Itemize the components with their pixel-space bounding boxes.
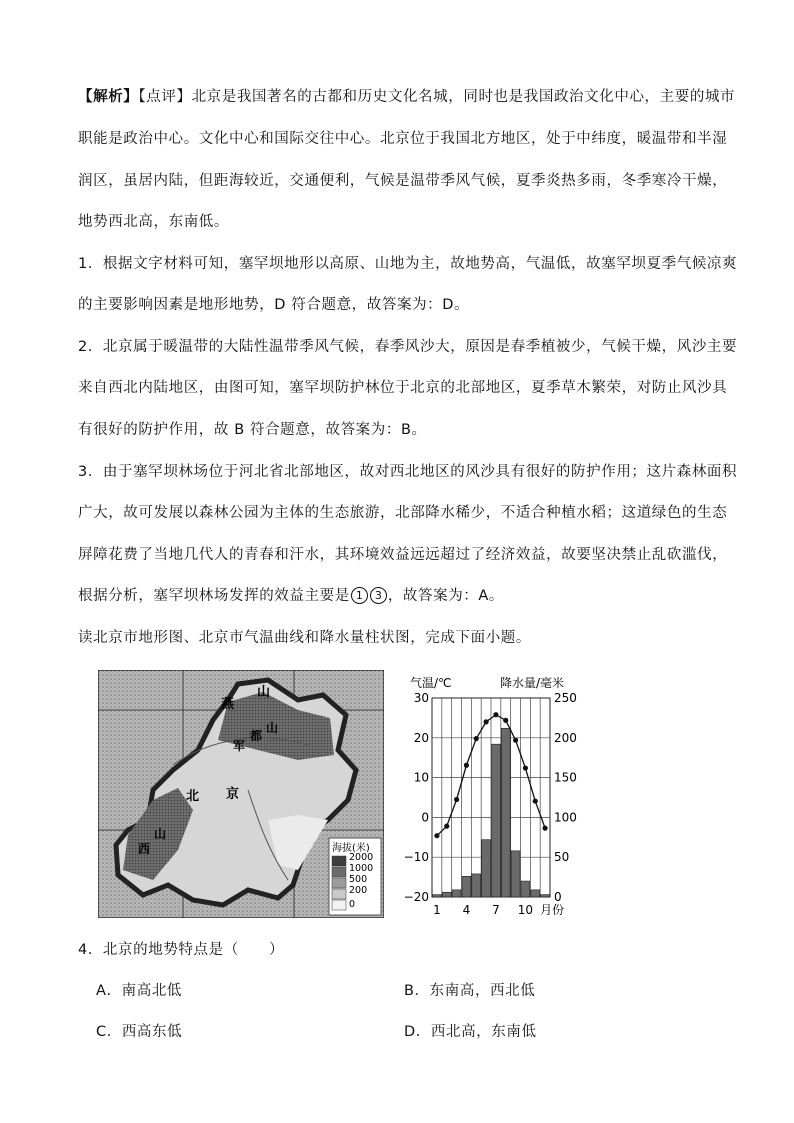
review-tag: 【点评】 [138, 89, 192, 105]
precipitation-tick: 150 [554, 770, 577, 785]
month-tick-labels [433, 903, 533, 917]
precipitation-tick-labels [554, 691, 577, 904]
option-d[interactable]: D．西北高，东南低 [404, 1024, 537, 1040]
precipitation-axis-label: 降水量/毫米 [500, 676, 565, 690]
precip-bar-10 [521, 881, 530, 897]
precipitation-tick: 0 [554, 890, 562, 904]
temperature-point-1 [434, 833, 439, 838]
map-label-bei: 北 [186, 789, 200, 804]
temperature-tick-labels [404, 691, 429, 904]
temperature-tick: −10 [403, 850, 429, 865]
temperature-tick: 10 [413, 770, 429, 785]
temperature-tick: 30 [413, 691, 429, 705]
q1-line-2: 的主要影响因素是地形地势，D 符合题意，故答案为：D。 [78, 297, 470, 313]
month-tick: 4 [462, 903, 471, 917]
q3-line-3: 屏障花费了当地几代人的青春和汗水，其环境效益远远超过了经济效益，故要坚决禁止乱砍滥伐， [78, 547, 728, 563]
climate-chart [400, 672, 596, 920]
circled-number-1: 1 [351, 587, 368, 604]
intro-line: 读北京市地形图、北京市气温曲线和降水量柱状图，完成下面小题。 [78, 630, 531, 646]
map-legend [329, 838, 381, 915]
temperature-point-5 [474, 736, 479, 741]
precip-bar-1 [433, 895, 442, 897]
analysis-line-2: 职能是政治中心。文化中心和国际交往中心。北京位于我国北方地区，处于中纬度，暖温带和半湿 [78, 131, 728, 147]
temperature-point-12 [542, 826, 547, 831]
month-tick: 7 [492, 903, 500, 917]
precip-bar-4 [462, 876, 471, 897]
precipitation-tick: 250 [554, 691, 577, 705]
temperature-point-2 [444, 824, 449, 829]
temperature-point-10 [523, 765, 528, 770]
precip-bar-9 [511, 851, 520, 897]
map-label-shan-3: 山 [154, 827, 167, 841]
precipitation-tick: 100 [554, 810, 577, 825]
chart-grid [432, 698, 550, 897]
q2-line-2: 来自西北内陆地区，由图可知，塞罕坝防护林位于北京的北部地区，夏季草木繁荣，对防止风沙具 [78, 380, 728, 396]
q2-line-3: 有很好的防护作用，故 B 符合题意，故答案为：B。 [78, 422, 427, 438]
circled-number-3: 3 [370, 587, 387, 604]
map-label-yan: 燕 [221, 697, 235, 712]
q3-line-2: 广大，故可发展以森林公园为主体的生态旅游，北部降水稀少，不适合种植水稻；这道绿色的生态 [78, 505, 728, 521]
precipitation-tick: 50 [554, 850, 570, 865]
map-label-shan-1: 山 [257, 685, 271, 700]
temperature-point-11 [533, 798, 538, 803]
precip-bar-7 [492, 744, 501, 897]
option-b[interactable]: B．东南高，西北低 [404, 983, 536, 999]
legend-value-1000: 1000 [349, 863, 374, 874]
precip-bar-6 [482, 840, 491, 897]
precipitation-tick: 200 [554, 730, 577, 745]
precip-bar-3 [452, 890, 461, 897]
month-tick: 10 [517, 903, 534, 917]
beijing-terrain-map [98, 670, 384, 918]
q2-line-1: 2．北京属于暖温带的大陆性温带季风气候，春季风沙大，原因是春季植被少，气候干燥，风沙主要 [78, 339, 738, 355]
temperature-point-3 [454, 797, 459, 802]
analysis-line-3: 润区，虽居内陆，但距海较近，交通便利，气候是温带季风气候，夏季炎热多雨，冬季寒冷干燥， [78, 173, 728, 189]
month-axis-unit: 月份 [540, 903, 565, 917]
temperature-tick: 20 [413, 730, 429, 745]
analysis-tag: 【解析】 [78, 89, 139, 105]
map-label-xi: 西 [138, 842, 151, 856]
q3-text-4b: ，故答案为：A。 [387, 588, 505, 604]
map-label-jing: 京 [226, 787, 240, 802]
temperature-axis-label: 气温/℃ [410, 676, 452, 690]
temperature-point-6 [483, 719, 488, 724]
analysis-text-1: 北京是我国著名的古都和历史文化名城，同时也是我国政治文化中心，主要的城市 [191, 89, 736, 105]
option-a[interactable]: A．南高北低 [96, 983, 183, 999]
q3-line-1: 3．由于塞罕坝林场位于河北省北部地区，故对西北地区的风沙具有很好的防护作用；这片森林面积 [78, 464, 738, 480]
legend-value-500: 500 [349, 874, 368, 885]
precip-bar-11 [531, 890, 540, 897]
legend-value-0: 0 [349, 899, 356, 910]
temperature-tick: −20 [403, 890, 429, 904]
month-tick: 1 [433, 903, 441, 917]
map-label-du: 都 [250, 729, 263, 743]
temperature-point-4 [464, 763, 469, 768]
temperature-point-7 [493, 712, 498, 717]
map-label-jun: 军 [233, 739, 246, 753]
legend-title: 海拔(米) [332, 843, 370, 854]
temperature-tick: 0 [421, 810, 429, 825]
precip-bar-8 [501, 728, 510, 897]
q1-line-1: 1．根据文字材料可知，塞罕坝地形以高原、山地为主，故地势高，气温低，故塞罕坝夏季气候凉爽 [78, 256, 738, 272]
analysis-line-4: 地势西北高，东南低。 [78, 214, 229, 230]
map-label-shan-2: 山 [266, 721, 279, 735]
option-c[interactable]: C．西高东低 [96, 1024, 183, 1040]
q3-text-4a: 根据分析，塞罕坝林场发挥的效益主要是 [78, 588, 350, 604]
q3-line-4 [78, 586, 504, 606]
precip-bar-2 [442, 892, 451, 897]
precip-bar-12 [541, 895, 550, 897]
precip-bar-5 [472, 874, 481, 897]
temperature-point-8 [503, 718, 508, 723]
analysis-line-1 [78, 87, 735, 107]
legend-value-2000: 2000 [349, 852, 374, 863]
temperature-point-9 [513, 738, 518, 743]
q4-stem: 4．北京的地势特点是（ ） [78, 942, 285, 958]
legend-value-200: 200 [349, 885, 368, 896]
